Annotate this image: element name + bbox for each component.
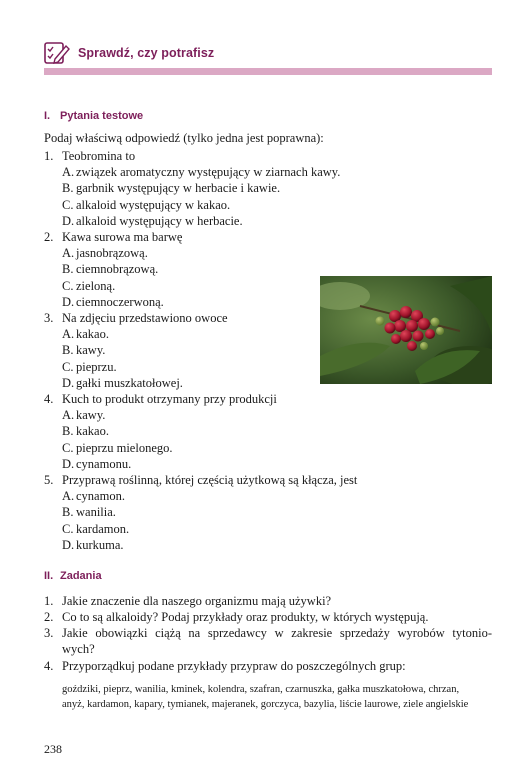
section-heading-1: [44, 110, 143, 122]
option-letter: B.: [62, 424, 74, 439]
option-text: cynamon.: [76, 489, 125, 504]
task-item: [44, 625, 492, 641]
option-text: kurkuma.: [76, 537, 124, 552]
task-item-continuation: [44, 641, 492, 657]
question-text: Teobromina to: [62, 149, 136, 163]
answer-option: [62, 359, 117, 375]
answer-option: [62, 164, 340, 180]
answer-option: [62, 197, 230, 213]
task-number: 1.: [44, 594, 54, 608]
option-letter: C.: [62, 359, 74, 374]
answer-option: [62, 213, 243, 229]
question-text: Przyprawą roślinną, której częścią użytkową są kłącza, jest: [62, 473, 358, 487]
option-text: alkaloid występujący w herbacie.: [76, 213, 243, 228]
option-text: kardamon.: [76, 521, 130, 536]
spice-list-line: goździki, pieprz, wanilia, kminek, kolendra, szafran, czarnuszka, gałka muszkatołowa, chrzan,: [62, 684, 460, 695]
task-number: 2.: [44, 610, 54, 624]
option-letter: A.: [62, 489, 75, 504]
answer-option: [62, 440, 173, 456]
section-title: Pytania testowe: [60, 110, 144, 122]
option-text: ciemnoczerwoną.: [76, 294, 164, 309]
option-text: alkaloid występujący w kakao.: [76, 197, 231, 212]
answer-option: [62, 407, 105, 423]
instructions: Podaj właściwą odpowiedź (tylko jedna jest poprawna):: [44, 131, 324, 145]
question-item: [44, 391, 277, 407]
spice-list-line: anyż, kardamon, kapary, tymianek, majeranek, gorczyca, bazylia, liście laurowe, ziele angielskie: [62, 699, 469, 710]
answer-option: [62, 375, 183, 391]
option-text: wanilia.: [76, 505, 116, 520]
task-text: Przyporządkuj podane przykłady przypraw do poszczególnych grup:: [62, 659, 406, 673]
section-number: II.: [44, 570, 54, 582]
checklist-pencil-icon: [44, 41, 70, 65]
option-text: jasnobrązową.: [76, 246, 148, 261]
answer-option: [62, 537, 124, 553]
answer-option: [62, 261, 158, 277]
option-text: zieloną.: [76, 278, 116, 293]
question-number: 4.: [44, 392, 54, 406]
option-text: pieprzu mielonego.: [76, 440, 173, 455]
question-item: [44, 229, 182, 245]
option-letter: B.: [62, 343, 74, 358]
answer-option: [62, 180, 280, 196]
task-text-continuation: wych?: [62, 642, 95, 656]
header-divider: [44, 68, 492, 75]
option-letter: C.: [62, 278, 74, 293]
option-letter: D.: [62, 294, 75, 309]
question-number: 5.: [44, 473, 54, 487]
task-text: Co to są alkaloidy? Podaj przykłady oraz produkty, w których występują.: [62, 610, 429, 624]
section-header: [44, 38, 492, 78]
option-text: ciemnobrązową.: [76, 262, 159, 277]
task-item: [44, 658, 492, 674]
option-letter: B.: [62, 505, 74, 520]
question-number: 1.: [44, 149, 54, 163]
option-text: pieprzu.: [76, 359, 117, 374]
question-text: Na zdjęciu przedstawiono owoce: [62, 311, 228, 325]
page-number: 238: [44, 742, 62, 756]
task-text: Jakie znaczenie dla naszego organizmu mają używki?: [62, 594, 332, 608]
answer-option: [62, 521, 129, 537]
spice-list: [62, 682, 492, 712]
answer-option: [62, 504, 116, 520]
answer-option: [62, 342, 105, 358]
task-item: [44, 593, 492, 609]
option-text: gałki muszkatołowej.: [76, 375, 183, 390]
task-item: [44, 609, 492, 625]
option-text: związek aromatyczny występujący w ziarnach kawy.: [76, 165, 341, 180]
option-letter: A.: [62, 246, 75, 261]
question-number: 3.: [44, 311, 54, 325]
answer-option: [62, 294, 164, 310]
question-item: [44, 310, 228, 326]
question-item: [44, 148, 135, 164]
answer-option: [62, 423, 109, 439]
answer-option: [62, 456, 131, 472]
question-number: 2.: [44, 230, 54, 244]
question-text: Kawa surowa ma barwę: [62, 230, 183, 244]
option-letter: C.: [62, 440, 74, 455]
option-letter: B.: [62, 181, 74, 196]
coffee-cherries-photo: [320, 276, 492, 384]
option-text: cynamonu.: [76, 456, 132, 471]
option-letter: B.: [62, 262, 74, 277]
page-title: Sprawdź, czy potrafisz: [78, 46, 215, 60]
section-number: I.: [44, 110, 51, 122]
answer-option: [62, 245, 148, 261]
task-text: Jakie obowiązki ciążą na sprzedawcy w zakresie sprzedaży wyrobów tytonio-: [62, 626, 492, 640]
option-letter: D.: [62, 213, 75, 228]
option-text: kakao.: [76, 327, 109, 342]
photo-drawing: [320, 276, 492, 384]
question-item: [44, 472, 357, 488]
answer-option: [62, 278, 115, 294]
option-letter: A.: [62, 165, 75, 180]
task-number: 3.: [44, 626, 54, 640]
answer-option: [62, 326, 109, 342]
section-heading-2: [44, 570, 102, 582]
option-letter: D.: [62, 537, 75, 552]
option-letter: C.: [62, 521, 74, 536]
option-letter: A.: [62, 408, 75, 423]
option-letter: C.: [62, 197, 74, 212]
option-letter: D.: [62, 375, 75, 390]
option-letter: A.: [62, 327, 75, 342]
option-text: kawy.: [76, 408, 106, 423]
option-text: kakao.: [76, 424, 109, 439]
answer-option: [62, 488, 125, 504]
section-title: Zadania: [60, 570, 102, 582]
option-text: kawy.: [76, 343, 106, 358]
task-number: 4.: [44, 659, 54, 673]
option-text: garbnik występujący w herbacie i kawie.: [76, 181, 281, 196]
question-text: Kuch to produkt otrzymany przy produkcji: [62, 392, 277, 406]
option-letter: D.: [62, 456, 75, 471]
